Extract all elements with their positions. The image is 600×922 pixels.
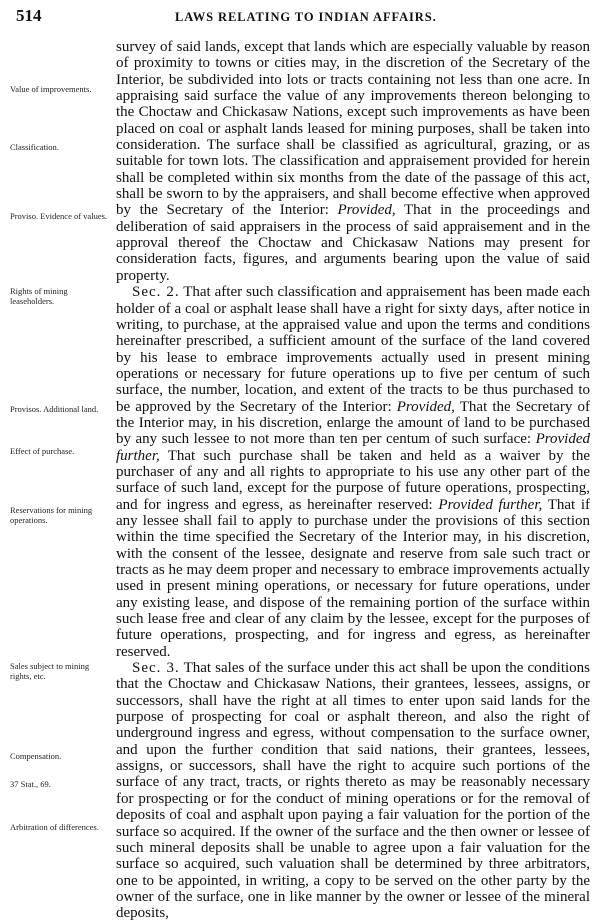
- paragraph-text: survey of said lands, except that lands which are especially valuable by reason of proximity to towns or cities may, in the discretion of the Secretary of the Interior, be subdivided into lots or tracts containing not less than one acre. In appraising said surface the value of any improvements thereon belonging to the Choctaw and Chickasaw Nations, except such improvements as have been placed on coal or asphalt lands leased for mining purposes, shall be taken into consideration. The surface shall be classified as agricultural, grazing, or as suitable for town lots. The classification and appraisement provided for herein shall be completed within six months from the date of the passage of this act, shall be sworn to by the appraisers, and shall become effective when approved by the Secretary of the Interior:: [116, 39, 590, 219]
- provided-keyword: Provided,: [396, 398, 455, 415]
- running-head: LAWS RELATING TO INDIAN AFFAIRS.: [175, 10, 437, 24]
- page-number: 514: [16, 6, 42, 25]
- paragraph-section-3: [116, 660, 590, 922]
- paragraph-section-2: [116, 284, 590, 660]
- page-header: [0, 4, 600, 30]
- margin-note-value-of-improvements: Value of improvements.: [10, 84, 92, 94]
- paragraph-text: That sales of the surface under this act shall be upon the conditions that the Choctaw and Chickasaw Nations, their grantees, lessees, assigns, or successors, shall have the right at all times to enter upon said lands for the purpose of prospecting for coal or asphalt thereon, and also the right of underground ingress and egress, without compensation to the surface owner, and upon the further condition that said nations, their grantees, lessees, assigns, or successors, shall have the right to acquire such portions of the surface of any tract, tracts, or rights thereto as may be reasonably necessary for prospecting or for the conduct of mining operations or for the removal of deposits of coal and asphalt upon paying a fair valuation for the portion of the surface so acquired. If the owner of the surface and the then owner or lessee of such mineral deposits shall be unable to agree upon a fair valuation for the surface so acquired, such valuation shall be determined by three arbitrators, one to be appointed, in writing, a copy to be served on the other party by the owner of the surface, one in like manner by the owner or lessee of the mineral deposits,: [116, 660, 590, 922]
- margin-note-statute-citation: 37 Stat., 69.: [10, 779, 51, 789]
- paragraph-text: That if any lessee shall fail to apply to purchase under the provisions of this section within the time specified the Secretary of the Interior may, in his discretion, with the consent of the lessee, designate and reserve from sale such tract or tracts as he may deem proper and necessary to embrace improvements actually used in present mining operations, or necessary for future operations, under any existing lease, and dispose of the remaining portion of the surface within such lease free and clear of any claim by the lessee, except for the purposes of future operations, prospecting, and for ingress and egress, as hereinafter reserved.: [116, 496, 591, 660]
- section-label: Sec. 3.: [132, 660, 180, 677]
- provided-keyword: Provided,: [337, 202, 396, 219]
- margin-note-arbitration: Arbitration of differences.: [10, 822, 99, 832]
- paragraph-survey: [116, 39, 590, 284]
- provided-further-keyword: Provided further,: [438, 496, 543, 513]
- margin-note-provisos-additional-land: Provisos. Additional land.: [10, 404, 99, 414]
- margin-note-proviso-evidence: Proviso. Evidence of values.: [10, 211, 108, 221]
- margin-note-effect-of-purchase: Effect of purchase.: [10, 446, 75, 456]
- margin-note-sales-subject: Sales subject to mining rights, etc.: [10, 661, 90, 681]
- margin-note-classification: Classification.: [10, 142, 59, 152]
- margin-note-reservations: Reservations for mining operations.: [10, 505, 93, 525]
- paragraph-text: That the Secretary of the Interior may, in his discretion, enlarge the amount of land to be purchased by any such lessee to not more than ten per centum of such surface:: [116, 398, 591, 448]
- margin-note-rights-of-mining: Rights of mining leaseholders.: [10, 286, 68, 306]
- section-label: Sec. 2.: [132, 284, 180, 301]
- paragraph-text: That such purchase shall be taken and held as a waiver by the purchaser of any and all rights to appropriate to his use any other part of the surface of such land, except for the purpose of future operations, prospecting, and for ingress and egress, as hereinafter reserved:: [116, 447, 590, 513]
- paragraph-text: That in the proceedings and deliberation of said appraisers in the process of said appraisement and in the approval thereof the Choctaw and Chickasaw Nations may present for consideration facts, figures, and arguments bearing upon the value of said property.: [116, 202, 590, 284]
- paragraph-text: That after such classification and appraisement has been made each holder of a coal or asphalt lease shall have a right for sixty days, after notice in writing, to purchase, at the appraised value and upon the terms and conditions hereinafter prescribed, a sufficient amount of the surface of the land covered by his lease to embrace improvements actually used in present mining operations or necessary for future operations up to five per centum of such surface, the number, location, and extent of the tracts to be thus purchased to be approved by the Secretary of the Interior:: [116, 284, 590, 415]
- body-text: [116, 39, 590, 922]
- provided-further-keyword: Provided further,: [116, 431, 591, 464]
- margin-note-compensation: Compensation.: [10, 751, 62, 761]
